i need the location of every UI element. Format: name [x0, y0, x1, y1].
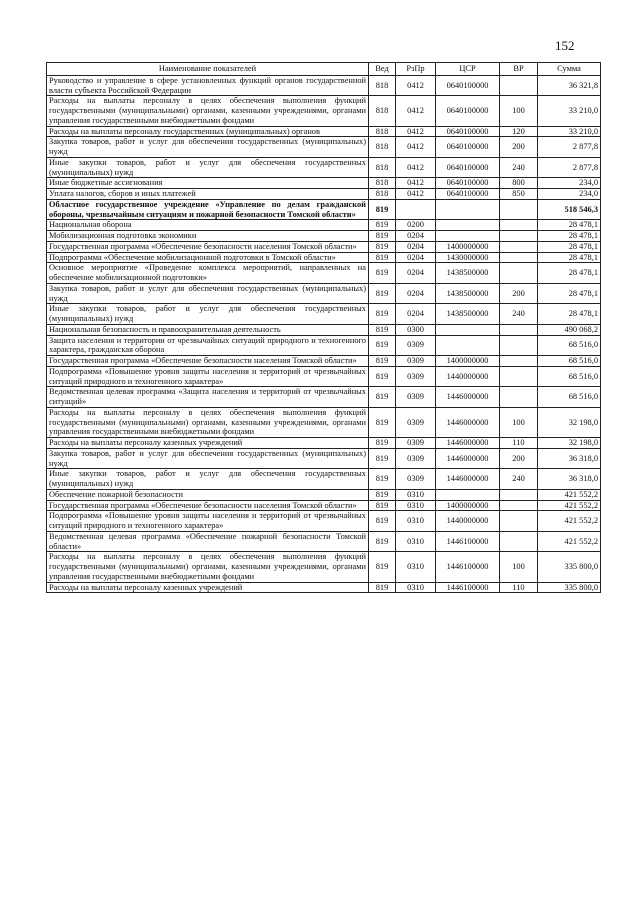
- table-row: [47, 448, 601, 469]
- cell-csr: [436, 231, 500, 242]
- cell-ved: 818: [369, 126, 396, 137]
- cell-ved: 819: [369, 324, 396, 335]
- cell-ved: 818: [369, 178, 396, 189]
- cell-vr: [500, 356, 538, 367]
- cell-name: Закупка товаров, работ и услуг для обеспечения государственных (муниципальных) нужд: [47, 283, 369, 304]
- cell-vr: [500, 199, 538, 220]
- cell-ved: 819: [369, 366, 396, 387]
- cell-ved: 818: [369, 157, 396, 178]
- table-row: [47, 178, 601, 189]
- cell-sum: 32 198,0: [538, 407, 601, 437]
- cell-sum: 2 877,8: [538, 137, 601, 158]
- cell-sum: 28 478,1: [538, 304, 601, 325]
- cell-rzpr: 0204: [396, 241, 436, 252]
- cell-sum: 68 516,0: [538, 366, 601, 387]
- cell-vr: 120: [500, 126, 538, 137]
- cell-rzpr: 0309: [396, 448, 436, 469]
- cell-name: Подпрограмма «Повышение уровня защиты населения и территорий от чрезвычайных ситуаций природного и техногенного характера»: [47, 366, 369, 387]
- cell-sum: 28 478,1: [538, 220, 601, 231]
- cell-vr: [500, 366, 538, 387]
- cell-csr: 1440000000: [436, 511, 500, 532]
- cell-name: Национальная безопасность и правоохранительная деятельность: [47, 324, 369, 335]
- cell-name: Иные бюджетные ассигнования: [47, 178, 369, 189]
- cell-rzpr: 0309: [396, 387, 436, 408]
- table-row: [47, 241, 601, 252]
- cell-rzpr: 0309: [396, 469, 436, 490]
- cell-csr: 0640100000: [436, 189, 500, 200]
- cell-vr: [500, 335, 538, 356]
- cell-sum: 490 068,2: [538, 324, 601, 335]
- cell-sum: 335 800,0: [538, 552, 601, 582]
- cell-csr: 0640100000: [436, 178, 500, 189]
- cell-name: Расходы на выплаты персоналу в целях обеспечения выполнения функций государственными (муниципальными) органами, казенными учреждениями, органами управления государственными внебюджетными фондами: [47, 407, 369, 437]
- cell-sum: 421 552,2: [538, 531, 601, 552]
- cell-csr: 1446000000: [436, 387, 500, 408]
- column-header-sum: Сумма: [538, 63, 601, 76]
- cell-name: Расходы на выплаты персоналу в целях обеспечения выполнения функций государственными (муниципальными) органами, казенными учреждениями, органами управления государственными внебюджетными фондами: [47, 552, 369, 582]
- cell-sum: 68 516,0: [538, 356, 601, 367]
- table-row: [47, 263, 601, 284]
- cell-csr: 0640100000: [436, 157, 500, 178]
- cell-rzpr: 0309: [396, 438, 436, 449]
- cell-vr: 100: [500, 96, 538, 126]
- cell-ved: 819: [369, 511, 396, 532]
- cell-name: Мобилизационная подготовка экономики: [47, 231, 369, 242]
- cell-vr: [500, 220, 538, 231]
- cell-csr: 1438500000: [436, 263, 500, 284]
- cell-csr: 1438500000: [436, 304, 500, 325]
- cell-name: Государственная программа «Обеспечение безопасности населения Томской области»: [47, 500, 369, 511]
- cell-rzpr: 0200: [396, 220, 436, 231]
- table-row: [47, 126, 601, 137]
- cell-rzpr: 0310: [396, 511, 436, 532]
- column-header-csr: ЦСР: [436, 63, 500, 76]
- cell-vr: [500, 231, 538, 242]
- cell-sum: 28 478,1: [538, 283, 601, 304]
- cell-name: Национальная оборона: [47, 220, 369, 231]
- cell-rzpr: 0204: [396, 231, 436, 242]
- table-row: [47, 438, 601, 449]
- cell-name: Государственная программа «Обеспечение безопасности населения Томской области»: [47, 356, 369, 367]
- cell-rzpr: 0204: [396, 304, 436, 325]
- cell-sum: 33 210,0: [538, 96, 601, 126]
- budget-table: [46, 62, 601, 593]
- cell-csr: [436, 489, 500, 500]
- cell-name: Уплата налогов, сборов и иных платежей: [47, 189, 369, 200]
- table-row: [47, 335, 601, 356]
- cell-sum: 28 478,1: [538, 263, 601, 284]
- cell-csr: 1446000000: [436, 407, 500, 437]
- cell-csr: [436, 199, 500, 220]
- cell-ved: 819: [369, 407, 396, 437]
- table-row: [47, 96, 601, 126]
- cell-ved: 819: [369, 489, 396, 500]
- cell-ved: 819: [369, 356, 396, 367]
- cell-sum: 234,0: [538, 178, 601, 189]
- table-row: [47, 356, 601, 367]
- cell-csr: 1400000000: [436, 500, 500, 511]
- cell-ved: 819: [369, 241, 396, 252]
- cell-sum: 421 552,2: [538, 489, 601, 500]
- cell-rzpr: 0412: [396, 96, 436, 126]
- table-row: [47, 552, 601, 582]
- cell-rzpr: 0204: [396, 283, 436, 304]
- cell-ved: 819: [369, 199, 396, 220]
- cell-sum: 518 546,3: [538, 199, 601, 220]
- cell-rzpr: 0300: [396, 324, 436, 335]
- table-row: [47, 500, 601, 511]
- cell-name: Подпрограмма «Обеспечение мобилизационной подготовки в Томской области»: [47, 252, 369, 263]
- cell-name: Закупка товаров, работ и услуг для обеспечения государственных (муниципальных) нужд: [47, 137, 369, 158]
- table-row: [47, 511, 601, 532]
- cell-csr: 1446000000: [436, 438, 500, 449]
- cell-vr: [500, 75, 538, 96]
- cell-name: Иные закупки товаров, работ и услуг для обеспечения государственных (муниципальных) нужд: [47, 469, 369, 490]
- cell-csr: 0640100000: [436, 75, 500, 96]
- table-row: [47, 75, 601, 96]
- table-row: [47, 324, 601, 335]
- cell-ved: 819: [369, 335, 396, 356]
- cell-name: Государственная программа «Обеспечение безопасности населения Томской области»: [47, 241, 369, 252]
- cell-vr: [500, 241, 538, 252]
- cell-vr: 100: [500, 407, 538, 437]
- cell-rzpr: 0412: [396, 189, 436, 200]
- cell-sum: 28 478,1: [538, 231, 601, 242]
- cell-name: Основное мероприятие «Проведение комплекса мероприятий, направленных на обеспечение мобилизационной подготовки»: [47, 263, 369, 284]
- cell-rzpr: 0412: [396, 75, 436, 96]
- cell-vr: [500, 387, 538, 408]
- table-row: [47, 366, 601, 387]
- cell-ved: 819: [369, 531, 396, 552]
- cell-rzpr: 0204: [396, 252, 436, 263]
- cell-vr: 850: [500, 189, 538, 200]
- cell-vr: 800: [500, 178, 538, 189]
- cell-vr: [500, 511, 538, 532]
- cell-ved: 819: [369, 448, 396, 469]
- cell-rzpr: 0412: [396, 178, 436, 189]
- cell-name: Защита населения и территории от чрезвычайных ситуаций природного и техногенного характера, гражданская оборона: [47, 335, 369, 356]
- page-number: 152: [555, 38, 575, 53]
- cell-rzpr: 0309: [396, 356, 436, 367]
- cell-csr: 1400000000: [436, 356, 500, 367]
- cell-name: Областное государственное учреждение «Управление по делам гражданской обороны, чрезвычайным ситуациям и пожарной безопасности Томской области»: [47, 199, 369, 220]
- cell-sum: 36 321,8: [538, 75, 601, 96]
- column-header-ved: Вед: [369, 63, 396, 76]
- table-row: [47, 304, 601, 325]
- cell-name: Расходы на выплаты персоналу казенных учреждений: [47, 438, 369, 449]
- cell-sum: 68 516,0: [538, 335, 601, 356]
- cell-ved: 818: [369, 75, 396, 96]
- table-header: [47, 63, 601, 76]
- cell-name: Иные закупки товаров, работ и услуг для обеспечения государственных (муниципальных) нужд: [47, 304, 369, 325]
- cell-csr: 1446000000: [436, 448, 500, 469]
- table-row: [47, 407, 601, 437]
- cell-vr: 240: [500, 469, 538, 490]
- cell-sum: 36 318,0: [538, 469, 601, 490]
- cell-vr: 200: [500, 283, 538, 304]
- cell-name: Ведомственная целевая программа «Обеспечение пожарной безопасности Томской области»: [47, 531, 369, 552]
- cell-rzpr: 0412: [396, 137, 436, 158]
- cell-csr: 0640100000: [436, 96, 500, 126]
- cell-rzpr: 0310: [396, 531, 436, 552]
- cell-name: Подпрограмма «Повышение уровня защиты населения и территорий от чрезвычайных ситуаций природного и техногенного характера»: [47, 511, 369, 532]
- cell-ved: 818: [369, 189, 396, 200]
- cell-name: Ведомственная целевая программа «Защита населения и территорий от чрезвычайных ситуаций»: [47, 387, 369, 408]
- cell-vr: 200: [500, 448, 538, 469]
- cell-rzpr: [396, 199, 436, 220]
- cell-ved: 819: [369, 231, 396, 242]
- cell-csr: [436, 220, 500, 231]
- cell-ved: 819: [369, 438, 396, 449]
- cell-sum: 421 552,2: [538, 511, 601, 532]
- table-row: [47, 469, 601, 490]
- cell-vr: 240: [500, 157, 538, 178]
- cell-rzpr: 0309: [396, 407, 436, 437]
- cell-csr: 1440000000: [436, 366, 500, 387]
- table-row: [47, 220, 601, 231]
- column-header-vr: ВР: [500, 63, 538, 76]
- cell-ved: 819: [369, 582, 396, 593]
- table-row: [47, 189, 601, 200]
- cell-sum: 32 198,0: [538, 438, 601, 449]
- cell-vr: [500, 324, 538, 335]
- table-row: [47, 157, 601, 178]
- cell-sum: 421 552,2: [538, 500, 601, 511]
- cell-ved: 819: [369, 283, 396, 304]
- cell-sum: 33 210,0: [538, 126, 601, 137]
- cell-csr: 1446100000: [436, 552, 500, 582]
- cell-ved: 819: [369, 469, 396, 490]
- table-header-row: [47, 63, 601, 76]
- cell-vr: 240: [500, 304, 538, 325]
- cell-rzpr: 0310: [396, 489, 436, 500]
- cell-ved: 819: [369, 220, 396, 231]
- cell-sum: 36 318,0: [538, 448, 601, 469]
- cell-sum: 28 478,1: [538, 241, 601, 252]
- cell-sum: 68 516,0: [538, 387, 601, 408]
- cell-ved: 819: [369, 387, 396, 408]
- cell-csr: 1438500000: [436, 283, 500, 304]
- cell-rzpr: 0310: [396, 500, 436, 511]
- cell-csr: 1446100000: [436, 531, 500, 552]
- cell-vr: [500, 531, 538, 552]
- cell-ved: 819: [369, 252, 396, 263]
- cell-name: Расходы на выплаты персоналу казенных учреждений: [47, 582, 369, 593]
- cell-vr: 200: [500, 137, 538, 158]
- table-row: [47, 531, 601, 552]
- table-body: [47, 75, 601, 593]
- cell-sum: 2 877,8: [538, 157, 601, 178]
- cell-csr: 1430000000: [436, 252, 500, 263]
- cell-sum: 28 478,1: [538, 252, 601, 263]
- cell-rzpr: 0310: [396, 582, 436, 593]
- column-header-rzpr: РзПр: [396, 63, 436, 76]
- cell-vr: [500, 263, 538, 284]
- cell-rzpr: 0204: [396, 263, 436, 284]
- cell-sum: 335 800,0: [538, 582, 601, 593]
- table-row: [47, 137, 601, 158]
- cell-csr: 1446100000: [436, 582, 500, 593]
- cell-name: Руководство и управление в сфере установленных функций органов государственной власти субъекта Российской Федерации: [47, 75, 369, 96]
- cell-ved: 819: [369, 552, 396, 582]
- cell-csr: 1400000000: [436, 241, 500, 252]
- table-row: [47, 252, 601, 263]
- table-row: [47, 231, 601, 242]
- cell-name: Иные закупки товаров, работ и услуг для обеспечения государственных (муниципальных) нужд: [47, 157, 369, 178]
- table-row: [47, 283, 601, 304]
- table-row: [47, 489, 601, 500]
- cell-name: Расходы на выплаты персоналу в целях обеспечения выполнения функций государственными (муниципальными) органами, казенными учреждениями, органами управления государственными внебюджетными фондами: [47, 96, 369, 126]
- cell-ved: 819: [369, 263, 396, 284]
- cell-ved: 819: [369, 500, 396, 511]
- table-row: [47, 199, 601, 220]
- cell-rzpr: 0309: [396, 335, 436, 356]
- cell-name: Расходы на выплаты персоналу государственных (муниципальных) органов: [47, 126, 369, 137]
- cell-vr: [500, 252, 538, 263]
- cell-vr: [500, 489, 538, 500]
- cell-ved: 819: [369, 304, 396, 325]
- cell-vr: 110: [500, 582, 538, 593]
- cell-sum: 234,0: [538, 189, 601, 200]
- table-row: [47, 582, 601, 593]
- cell-csr: [436, 335, 500, 356]
- cell-rzpr: 0412: [396, 157, 436, 178]
- cell-ved: 818: [369, 96, 396, 126]
- cell-name: Закупка товаров, работ и услуг для обеспечения государственных (муниципальных) нужд: [47, 448, 369, 469]
- cell-rzpr: 0310: [396, 552, 436, 582]
- cell-vr: [500, 500, 538, 511]
- cell-name: Обеспечение пожарной безопасности: [47, 489, 369, 500]
- cell-csr: 1446000000: [436, 469, 500, 490]
- cell-csr: [436, 324, 500, 335]
- table-row: [47, 387, 601, 408]
- cell-rzpr: 0412: [396, 126, 436, 137]
- cell-ved: 818: [369, 137, 396, 158]
- cell-vr: 100: [500, 552, 538, 582]
- cell-csr: 0640100000: [436, 126, 500, 137]
- column-header-name: Наименование показателей: [47, 63, 369, 76]
- cell-rzpr: 0309: [396, 366, 436, 387]
- cell-vr: 110: [500, 438, 538, 449]
- cell-csr: 0640100000: [436, 137, 500, 158]
